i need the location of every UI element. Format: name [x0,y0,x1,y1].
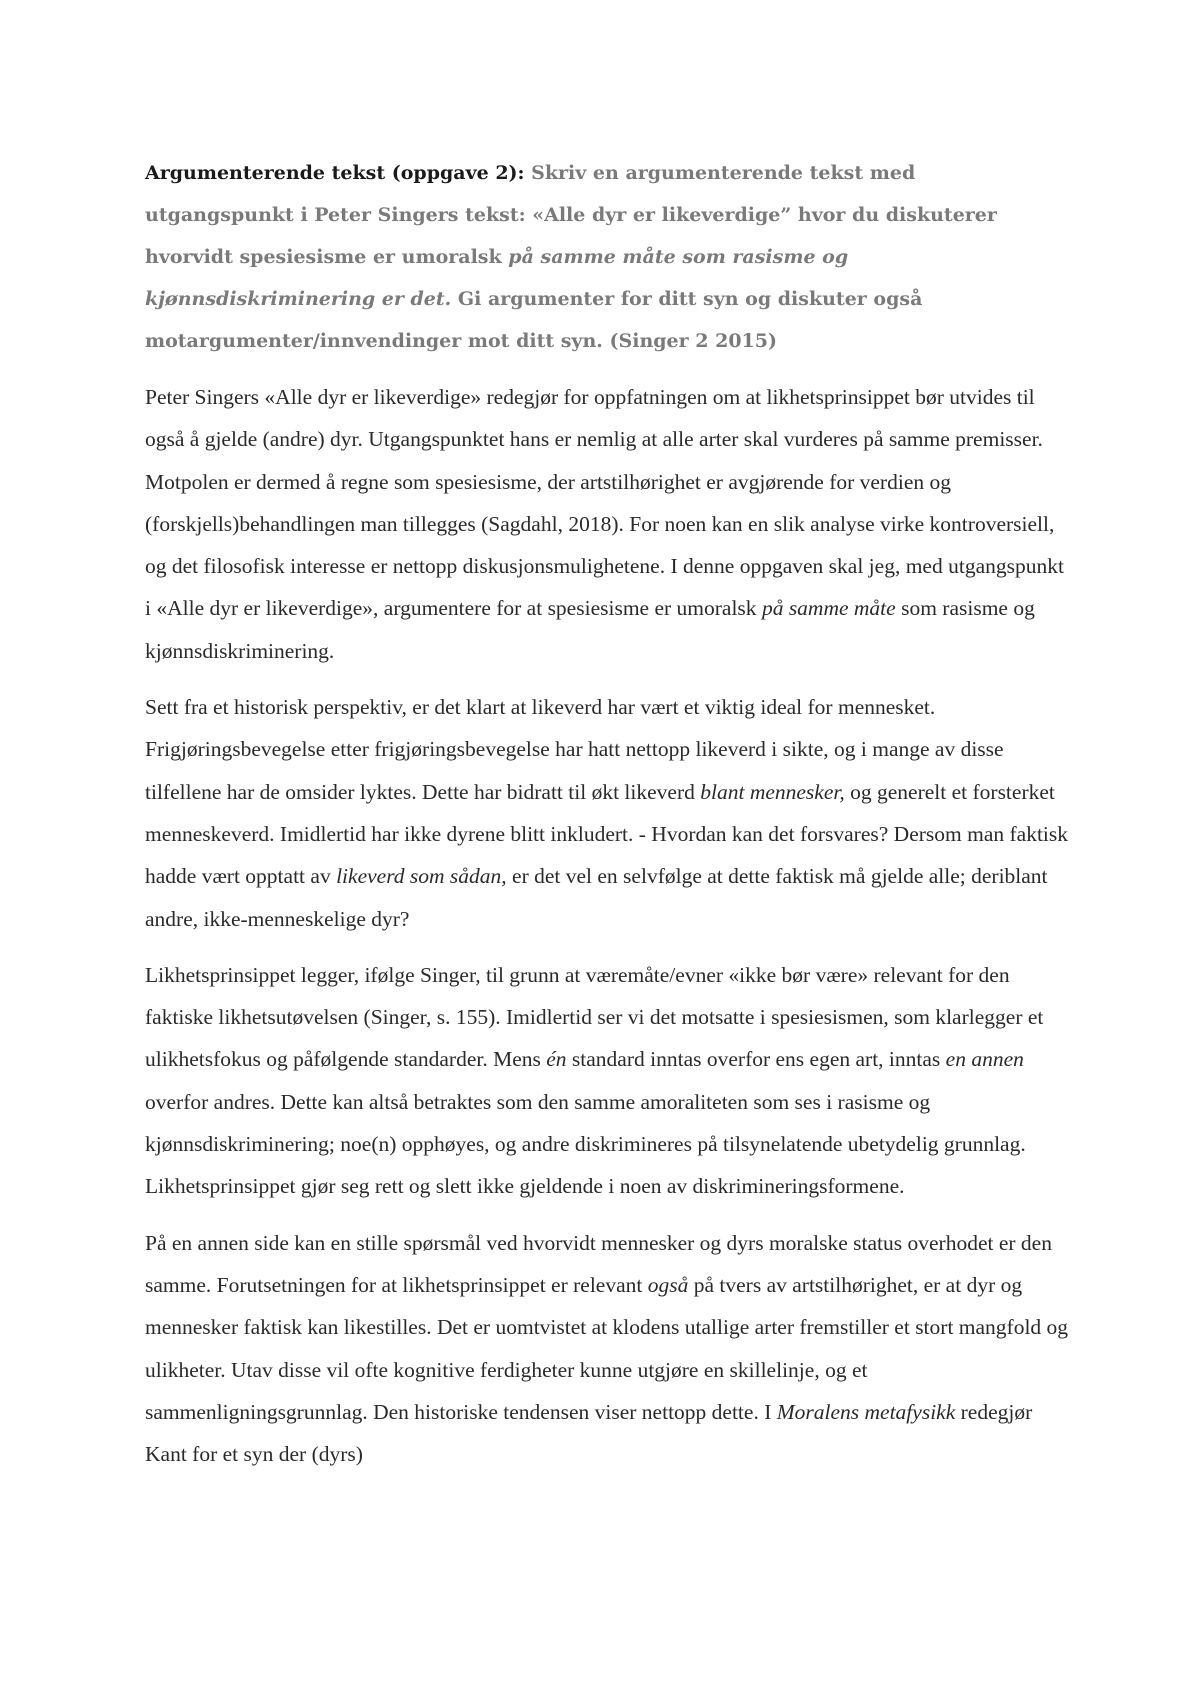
body-paragraph-1 [145,376,1070,672]
paragraph-text: Likhetsprinsippet legger, ifølge Singer, til grunn at væremåte/evner «ikke bør være» relevant for den faktiske likhetsutøvelsen (Singer, s. 155). Imidlertid ser vi det motsatte i spesiesismen, som klarlegger et ulikhetsfokus og påfølgende standarder. Mens [145,962,1044,1072]
paragraph-text: Peter Singers «Alle dyr er likeverdige» redegjør for oppfatningen om at likhetsprinsippet bør utvides til også å gjelde (andre) dyr. Utgangspunktet hans er nemlig at alle arter skal vurderes på samme premisser. Motpolen er dermed å regne som spesiesisme, der artstilhørighet er avgjørende for verdien og (forskjells)behandlingen man tillegges (Sagdahl, 2018). For noen kan en slik analyse virke kontroversiell, og det filosofisk interesse er nettopp diskusjonsmulighetene. I denne oppgaven skal jeg, med utgangspunkt i «Alle dyr er likeverdige», argumentere for at spesiesisme er umoralsk [145,385,1064,621]
body-paragraph-2 [145,686,1070,940]
paragraph-text: som rasisme og kjønnsdiskriminering. [145,596,1035,663]
paragraph-text: Sett fra et historisk perspektiv, er det klart at likeverd har vært et viktig ideal for mennesket. Frigjøringsbevegelse etter frigjøringsbevegelse har hatt nettopp likeverd i sikte, og i mange av disse tilfellene har de omsider lyktes. Dette har bidratt til økt likeverd [145,695,1004,804]
paragraph-text: er det vel en selvfølge at dette faktisk må gjelde alle; deriblant andre, ikke-menneskelige dyr? [145,864,1048,931]
paragraph-emphasis: også [647,1272,689,1297]
assignment-emphasis: på samme måte som rasisme og kjønnsdiskriminering er det. [145,246,849,310]
paragraph-text: overfor andres. Dette kan altså betraktes som den samme amoraliteten som ses i rasisme og kjønnsdiskriminering; noe(n) opphøyes, og andre diskrimineres på tilsynelatende ubetydelig grunnlag. Likhetsprinsippet gjør seg rett og slett ikke gjeldende i noen av diskrimineringsformene. [145,1089,1026,1199]
paragraph-text: og generelt et forsterket menneskeverd. Imidlertid har ikke dyrene blitt inkludert. - Hvordan kan det forsvares? Dersom man faktisk hadde vært opptatt av [145,779,1069,889]
assignment-prompt [145,152,1070,362]
assignment-label: Argumenterende tekst (oppgave 2): [145,162,525,184]
paragraph-emphasis: en annen [945,1047,1024,1072]
paragraph-emphasis: på samme måte [761,596,896,621]
paragraph-emphasis: én [546,1047,567,1072]
paragraph-text: standard inntas overfor ens egen art, inntas [566,1047,946,1072]
assignment-text-part: Gi argumenter for ditt syn og diskuter også motargumenter/innvendinger mot ditt syn. (Singer 2 2015) [145,288,923,352]
paragraph-text: På en annen side kan en stille spørsmål ved hvorvidt mennesker og dyrs moralske status overhodet er den samme. Forutsetningen for at likhetsprinsippet er relevant [145,1230,1052,1297]
document-page [145,152,1070,1489]
body-paragraph-3 [145,954,1070,1208]
paragraph-emphasis: blant mennesker, [700,779,845,804]
paragraph-emphasis: Moralens metafysikk [776,1399,956,1424]
paragraph-emphasis: likeverd som sådan, [336,864,507,889]
body-paragraph-4 [145,1222,1070,1476]
paragraph-text: på tvers av artstilhørighet, er at dyr og mennesker faktisk kan likestilles. Det er uomtvistet at klodens utallige arter fremstiller et stort mangfold og ulikheter. Utav disse vil ofte kognitive ferdigheter kunne utgjøre en skillelinje, og et sammenligningsgrunnlag. Den historiske tendensen viser nettopp dette. I [145,1272,1069,1424]
paragraph-text: redegjør Kant for et syn der (dyrs) [145,1399,1033,1467]
assignment-text-part: Skriv en argumenterende tekst med utgangspunkt i Peter Singers tekst: «Alle dyr er likeverdige” hvor du diskuterer hvorvidt spesiesisme er umoralsk [145,162,997,268]
